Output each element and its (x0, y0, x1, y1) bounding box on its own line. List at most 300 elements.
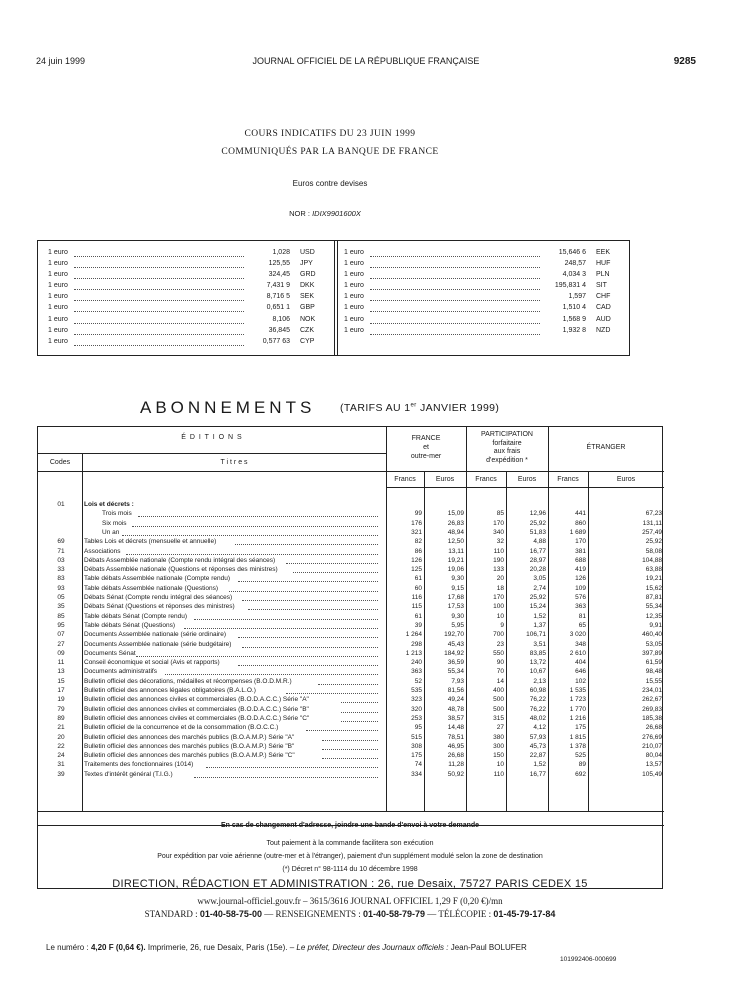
price-cell: 576 (575, 594, 586, 601)
part-h3: aux frais (493, 448, 521, 455)
price-cell: 1 689 (569, 528, 586, 536)
row-code: 95 (57, 621, 65, 629)
row-title: Documents Sénat (84, 649, 136, 657)
price-cell: 17,68 (447, 594, 464, 601)
row-title: Bulletin officiel des annonces des marchés publics (B.O.A.M.P.) Série "C" (84, 752, 295, 760)
rate-unit: 1 euro (344, 315, 364, 323)
price-cell: 1 216 (569, 714, 586, 722)
price-cell: 95 (414, 724, 422, 732)
table-row (38, 622, 664, 631)
price-cell: 269,83 (642, 705, 662, 713)
row-title: Table débats Sénat (Questions) (84, 621, 176, 629)
row-code: 22 (57, 742, 65, 750)
leader-dots (74, 300, 244, 301)
row-title: Tables Lois et décrets (mensuelle et annuelle) (84, 538, 217, 546)
row-title: Six mois (102, 519, 127, 527)
rate-row (48, 327, 328, 338)
leader-dots (370, 311, 540, 312)
leader-dots (370, 334, 540, 335)
row-title: Documents Assemblée nationale (série ordinaire) (84, 631, 226, 639)
price-cell: 50,92 (447, 770, 464, 778)
table-row (38, 687, 664, 696)
price-cell: 133 (493, 566, 504, 574)
currency-code: SEK (300, 293, 315, 301)
price-cell: 460,40 (642, 631, 662, 639)
price-cell: 15,09 (447, 510, 464, 518)
price-cell: 83,85 (529, 649, 546, 657)
price-cell: 104,88 (642, 556, 662, 564)
table-row (38, 743, 664, 752)
france-h1: FRANCE (411, 435, 441, 442)
price-cell: 381 (575, 547, 586, 555)
price-cell: 10 (496, 761, 504, 769)
payment-note-1: Tout paiement à la commande facilitera son exécution (266, 840, 434, 847)
row-code: 24 (57, 752, 65, 760)
direction-address: DIRECTION, RÉDACTION ET ADMINISTRATION : 26, rue Desaix, 75727 PARIS CEDEX 15 (112, 878, 588, 890)
price-cell: 688 (575, 556, 586, 564)
leader-dots (370, 300, 540, 301)
currency-code: PLN (596, 271, 610, 279)
price-cell: 1 723 (569, 696, 586, 704)
price-cell: 262,67 (642, 696, 662, 704)
table-row (38, 585, 664, 594)
leader-dots (322, 749, 378, 750)
leader-dots (74, 256, 244, 257)
price-cell: 89 (578, 761, 586, 769)
price-cell: 1 378 (569, 742, 586, 750)
price-cell: 300 (493, 742, 504, 750)
row-code: 89 (57, 714, 65, 722)
rate-value: 15,646 6 (558, 249, 586, 256)
price-cell: 185,38 (642, 714, 662, 722)
row-code: 31 (57, 761, 65, 769)
row-title: Textes d'intérêt général (T.I.G.) (84, 770, 173, 778)
table-row (38, 668, 664, 677)
currency-code: CHF (596, 293, 611, 301)
rate-value: 36,845 (268, 326, 290, 334)
table-row (38, 557, 664, 566)
price-cell: 32 (496, 538, 504, 546)
table-row (38, 706, 664, 715)
price-cell: 253 (411, 714, 422, 722)
leader-dots (318, 684, 378, 685)
price-cell: 175 (411, 752, 422, 760)
rate-row (48, 293, 328, 304)
price-cell: 15,62 (645, 584, 662, 592)
header-date: 24 juin 1999 (36, 56, 86, 66)
price-cell: 19,06 (447, 566, 464, 574)
currency-code: GRD (300, 271, 316, 279)
price-cell: 9,30 (451, 612, 464, 620)
rate-unit: 1 euro (48, 271, 68, 279)
header-page-number: 9285 (673, 56, 696, 67)
price-cell: 2,13 (533, 677, 546, 685)
price-cell: 12,35 (645, 612, 662, 620)
price-cell: 170 (493, 519, 504, 527)
currency-code: SIT (596, 282, 607, 290)
price-cell: 48,78 (447, 705, 464, 713)
rate-value: 324,45 (268, 271, 290, 279)
price-cell: 110 (493, 770, 504, 778)
rate-unit: 1 euro (48, 260, 68, 268)
row-title: Conseil économique et social (Avis et rapports) (84, 659, 220, 667)
page-header (36, 56, 696, 68)
price-cell: 116 (411, 594, 422, 601)
row-title: Bulletin officiel des annonces légales obligatoires (B.A.L.O.) (84, 687, 256, 694)
price-cell: 860 (575, 519, 586, 527)
price-cell: 550 (493, 649, 504, 657)
leader-dots (74, 278, 244, 279)
rate-row (344, 260, 624, 271)
price-cell: 3,51 (533, 640, 546, 648)
price-cell: 175 (575, 724, 586, 732)
currency-code: JPY (300, 260, 313, 268)
row-code: 21 (57, 724, 65, 732)
rate-row (48, 271, 328, 282)
rate-unit: 1 euro (344, 249, 364, 256)
leader-dots (136, 656, 378, 657)
price-cell: 131,11 (642, 519, 662, 527)
price-cell: 17,53 (447, 603, 464, 611)
website-line: www.journal-officiel.gouv.fr – 3615/3616 JOURNAL OFFICIEL 1,29 F (0,20 €)/mn (197, 896, 503, 906)
price-cell: 1,37 (533, 621, 546, 629)
row-code: 13 (57, 668, 65, 676)
price-cell: 176 (411, 519, 422, 527)
price-cell: 60 (414, 584, 422, 592)
leader-dots (122, 535, 378, 536)
price-cell: 110 (493, 547, 504, 555)
price-cell: 61 (414, 575, 422, 583)
price-cell: 63,88 (645, 566, 662, 574)
tarifs-post: JANVIER 1999) (416, 402, 500, 414)
decree-note: (*) Décret n° 98-1114 du 10 décembre 1998 (282, 866, 418, 873)
price-cell: 126 (411, 556, 422, 564)
rate-unit: 1 euro (48, 249, 68, 256)
row-title: Bulletin officiel des annonces des marchés publics (B.O.A.M.P.) Série "A" (84, 733, 295, 741)
price-cell: 61 (414, 612, 422, 620)
rate-value: 1,932 8 (562, 326, 586, 334)
price-cell: 9,15 (451, 584, 464, 592)
cours-title (0, 125, 660, 161)
row-code: 39 (57, 770, 65, 778)
abonnements-title: ABONNEMENTS (140, 398, 316, 417)
price-cell: 39 (414, 621, 422, 629)
part-h4: d'expédition * (486, 456, 528, 464)
row-title: Bulletin officiel des annonces civiles et commerciales (B.O.D.A.C.C.) Série "A" (84, 696, 309, 704)
price-cell: 10,67 (529, 668, 546, 676)
rates-left-column (48, 249, 328, 349)
price-cell: 78,51 (447, 733, 464, 741)
price-cell: 1 213 (405, 649, 422, 657)
price-cell: 9,30 (451, 575, 464, 583)
price-cell: 10 (496, 612, 504, 620)
price-cell: 49,24 (447, 696, 464, 704)
price-cell: 380 (493, 733, 504, 741)
leader-dots (248, 609, 378, 610)
part-h1: PARTICIPATION (481, 431, 533, 438)
header-journal-title: JOURNAL OFFICIEL DE LA RÉPUBLIQUE FRANÇAISE (252, 56, 480, 66)
leader-dots (322, 740, 378, 741)
price-cell: 1 535 (569, 687, 586, 694)
price-cell: 76,22 (529, 696, 546, 704)
rate-unit: 1 euro (48, 293, 68, 301)
price-cell: 1,52 (533, 761, 546, 769)
price-cell: 321 (411, 528, 422, 536)
price-cell: 500 (493, 705, 504, 713)
euros-header: Euros (616, 476, 636, 483)
price-cell: 38,57 (447, 714, 464, 722)
rate-unit: 1 euro (48, 282, 68, 290)
price-cell: 26,68 (645, 724, 662, 732)
price-cell: 9 (500, 621, 504, 629)
nor-label: NOR : (289, 209, 310, 218)
leader-dots (293, 572, 378, 573)
price-cell: 109 (575, 584, 586, 592)
row-title: Documents administratifs (84, 668, 157, 676)
row-code: 01 (57, 501, 65, 508)
price-cell: 5,95 (451, 621, 464, 629)
price-cell: 4,88 (533, 538, 546, 546)
price-cell: 58,08 (645, 547, 662, 555)
price-cell: 85 (496, 510, 504, 518)
leader-dots (74, 289, 244, 290)
row-title: Bulletin officiel des annonces civiles et commerciales (B.O.D.A.C.C.) Série "B" (84, 705, 309, 713)
leader-dots (238, 665, 378, 666)
leader-dots (370, 256, 540, 257)
part-h2: forfaitaire (492, 439, 522, 447)
price-cell: 53,05 (645, 640, 662, 648)
row-title: Lois et décrets : (84, 501, 134, 508)
document-reference: 101992406-000699 (560, 956, 617, 963)
price-cell: 67,23 (645, 510, 662, 518)
price-cell: 61,59 (645, 659, 662, 667)
rate-value: 0,651 1 (266, 304, 290, 312)
table-row (38, 752, 664, 761)
table-row (38, 575, 664, 584)
price-cell: 190 (493, 556, 504, 564)
price-cell: 82 (414, 538, 422, 546)
rate-row (344, 249, 624, 260)
imprint-line (46, 943, 686, 952)
price-cell: 646 (575, 668, 586, 676)
price-cell: 14 (496, 677, 504, 685)
leader-dots (306, 730, 378, 731)
table-row (38, 641, 664, 650)
row-title: Table débats Assemblée nationale (Compte rendu) (84, 575, 230, 583)
row-title: Débats Assemblée nationale (Compte rendu intégral des séances) (84, 556, 276, 564)
leader-dots (370, 267, 540, 268)
price-cell: 170 (575, 538, 586, 546)
row-title: Débats Sénat (Questions et réponses des ministres) (84, 603, 235, 611)
rate-row (48, 338, 328, 349)
price-cell: 106,71 (526, 631, 546, 639)
currency-code: DKK (300, 282, 315, 290)
row-divider (38, 471, 664, 472)
leader-dots (370, 278, 540, 279)
price-cell: 9,91 (649, 621, 662, 629)
price-cell: 115 (411, 603, 422, 611)
table-row (38, 696, 664, 705)
row-title: Bulletin officiel des décorations, médailles et récompenses (B.O.D.M.R.) (84, 677, 292, 685)
rate-value: 125,55 (268, 260, 290, 268)
rate-value: 0,577 63 (262, 337, 290, 345)
price-cell: 26,83 (447, 519, 464, 527)
price-cell: 48,94 (447, 528, 464, 536)
imprimerie-text: Imprimerie, 26, rue Desaix, Paris (15e). – (147, 943, 297, 952)
leader-dots (74, 267, 244, 268)
exchange-rates-box (37, 240, 630, 356)
row-title: Un an (102, 528, 120, 536)
currency-code: AUD (596, 315, 611, 323)
leader-dots (242, 647, 378, 648)
price-cell: 13,11 (448, 547, 464, 555)
row-code: 07 (57, 631, 65, 639)
director-name: Jean-Paul BOLUFER (450, 943, 527, 952)
price-cell: 150 (493, 752, 504, 760)
rate-value: 1,597 (568, 293, 586, 301)
price-cell: 76,22 (529, 705, 546, 713)
row-code: 85 (57, 612, 65, 620)
price-cell: 323 (411, 696, 422, 704)
price-cell: 320 (411, 705, 422, 713)
rate-value: 1,510 4 (562, 304, 586, 312)
price-cell: 276,69 (642, 733, 662, 741)
table-row (38, 715, 664, 724)
price-cell: 363 (575, 603, 586, 611)
table-row (38, 594, 664, 603)
price-cell: 2 610 (569, 649, 586, 657)
leader-dots (74, 334, 244, 335)
price-cell: 55,34 (645, 603, 662, 611)
price-cell: 81 (578, 612, 586, 620)
renseignements-number: 01-40-58-79-79 (362, 909, 425, 919)
price-cell: 27 (496, 724, 504, 732)
payment-notes (38, 837, 662, 876)
price-cell: 100 (493, 603, 504, 611)
price-cell: 315 (493, 714, 504, 722)
rate-value: 7,431 9 (266, 282, 290, 290)
price-cell: 26,68 (447, 752, 464, 760)
price-cell: 70 (496, 668, 504, 676)
price-cell: 348 (575, 640, 586, 648)
price-cell: 15,55 (645, 677, 662, 685)
table-row (38, 613, 664, 622)
leader-dots (286, 693, 378, 694)
price-cell: 22,87 (529, 752, 546, 760)
rate-value: 248,57 (564, 260, 586, 268)
price-cell: 25,92 (645, 538, 662, 546)
price-cell: 535 (411, 687, 422, 694)
cours-title-line2: COMMUNIQUÉS PAR LA BANQUE DE FRANCE (221, 147, 439, 157)
leader-dots (322, 758, 378, 759)
price-cell: 210,07 (642, 742, 662, 750)
france-header (386, 434, 466, 461)
renseignements-label: RENSEIGNEMENTS : (275, 909, 361, 919)
table-row (38, 548, 664, 557)
numero-label: Le numéro : (46, 943, 89, 952)
row-code: 17 (57, 687, 65, 694)
price-cell: 525 (575, 752, 586, 760)
rate-unit: 1 euro (48, 304, 68, 312)
rates-right-column (344, 249, 624, 338)
price-cell: 1 770 (569, 705, 586, 713)
row-divider (38, 811, 664, 812)
price-cell: 363 (411, 668, 422, 676)
price-cell: 86 (414, 547, 422, 555)
price-cell: 419 (575, 566, 586, 574)
row-title: Table débats Assemblée nationale (Questions) (84, 584, 219, 592)
price-cell: 36,59 (447, 659, 464, 667)
rate-value: 8,106 (272, 315, 290, 323)
price-cell: 46,95 (447, 742, 464, 750)
rate-value: 195,831 4 (554, 282, 586, 290)
price-cell: 308 (411, 742, 422, 750)
leader-dots (238, 581, 378, 582)
leader-dots (341, 702, 378, 703)
currency-code: CZK (300, 326, 314, 334)
rate-value: 1,568 9 (562, 315, 586, 323)
currency-code: NZD (596, 326, 611, 334)
codes-header: Codes (49, 459, 71, 466)
rate-row (344, 304, 624, 315)
rate-row (48, 249, 328, 260)
rate-unit: 1 euro (344, 293, 364, 301)
leader-dots (341, 721, 378, 722)
titres-header: T i t r e s (220, 459, 248, 466)
row-divider (38, 453, 386, 454)
price-cell: 125 (411, 566, 422, 574)
row-code: 69 (57, 538, 65, 546)
leader-dots (286, 563, 378, 564)
table-row (38, 631, 664, 640)
rate-unit: 1 euro (344, 326, 364, 334)
price-cell: 1 264 (405, 631, 422, 639)
leader-dots (194, 777, 378, 778)
tarifs-sup: er (410, 402, 417, 409)
price-cell: 16,77 (529, 770, 546, 778)
price-cell: 1 815 (569, 733, 586, 741)
francs-header: Francs (557, 476, 579, 483)
editions-header: É D I T I O N S (181, 434, 243, 441)
euros-header: Euros (435, 476, 455, 483)
price-cell: 400 (493, 687, 504, 694)
payment-note-2: Pour expédition par voie aérienne (outre-mer et à l'étranger), paiement d'un supplément modulé selon la zone de destination (157, 853, 543, 860)
price-cell: 80,04 (645, 752, 662, 760)
row-code: 09 (57, 649, 65, 657)
row-code: 11 (57, 659, 65, 667)
price-cell: 23 (496, 640, 504, 648)
nor-value: IDIX9901600X (312, 209, 361, 218)
row-code: 33 (57, 566, 65, 574)
price-cell: 90 (496, 659, 504, 667)
leader-dots (165, 674, 378, 675)
cours-title-line1: COURS INDICATIFS DU 23 JUIN 1999 (244, 129, 416, 139)
leader-dots (126, 554, 378, 555)
rate-value: 1,028 (272, 249, 290, 256)
phone-line: STANDARD : 01-40-58-75-00 — RENSEIGNEMENTS : 01-40-58-79-79 — TÉLÉCOPIE : 01-45-79-17-84 (144, 909, 556, 919)
price-cell: 441 (575, 510, 586, 518)
table-row (38, 510, 664, 519)
price-cell: 12,96 (529, 510, 546, 518)
cours-subtitle: Euros contre devises (292, 179, 368, 188)
rate-row (48, 282, 328, 293)
table-row (38, 566, 664, 575)
leader-dots (184, 628, 378, 629)
price-cell: 4,12 (533, 724, 546, 732)
france-h2: et (423, 444, 429, 451)
price-cell: 1,52 (533, 612, 546, 620)
price-cell: 192,70 (444, 631, 464, 639)
